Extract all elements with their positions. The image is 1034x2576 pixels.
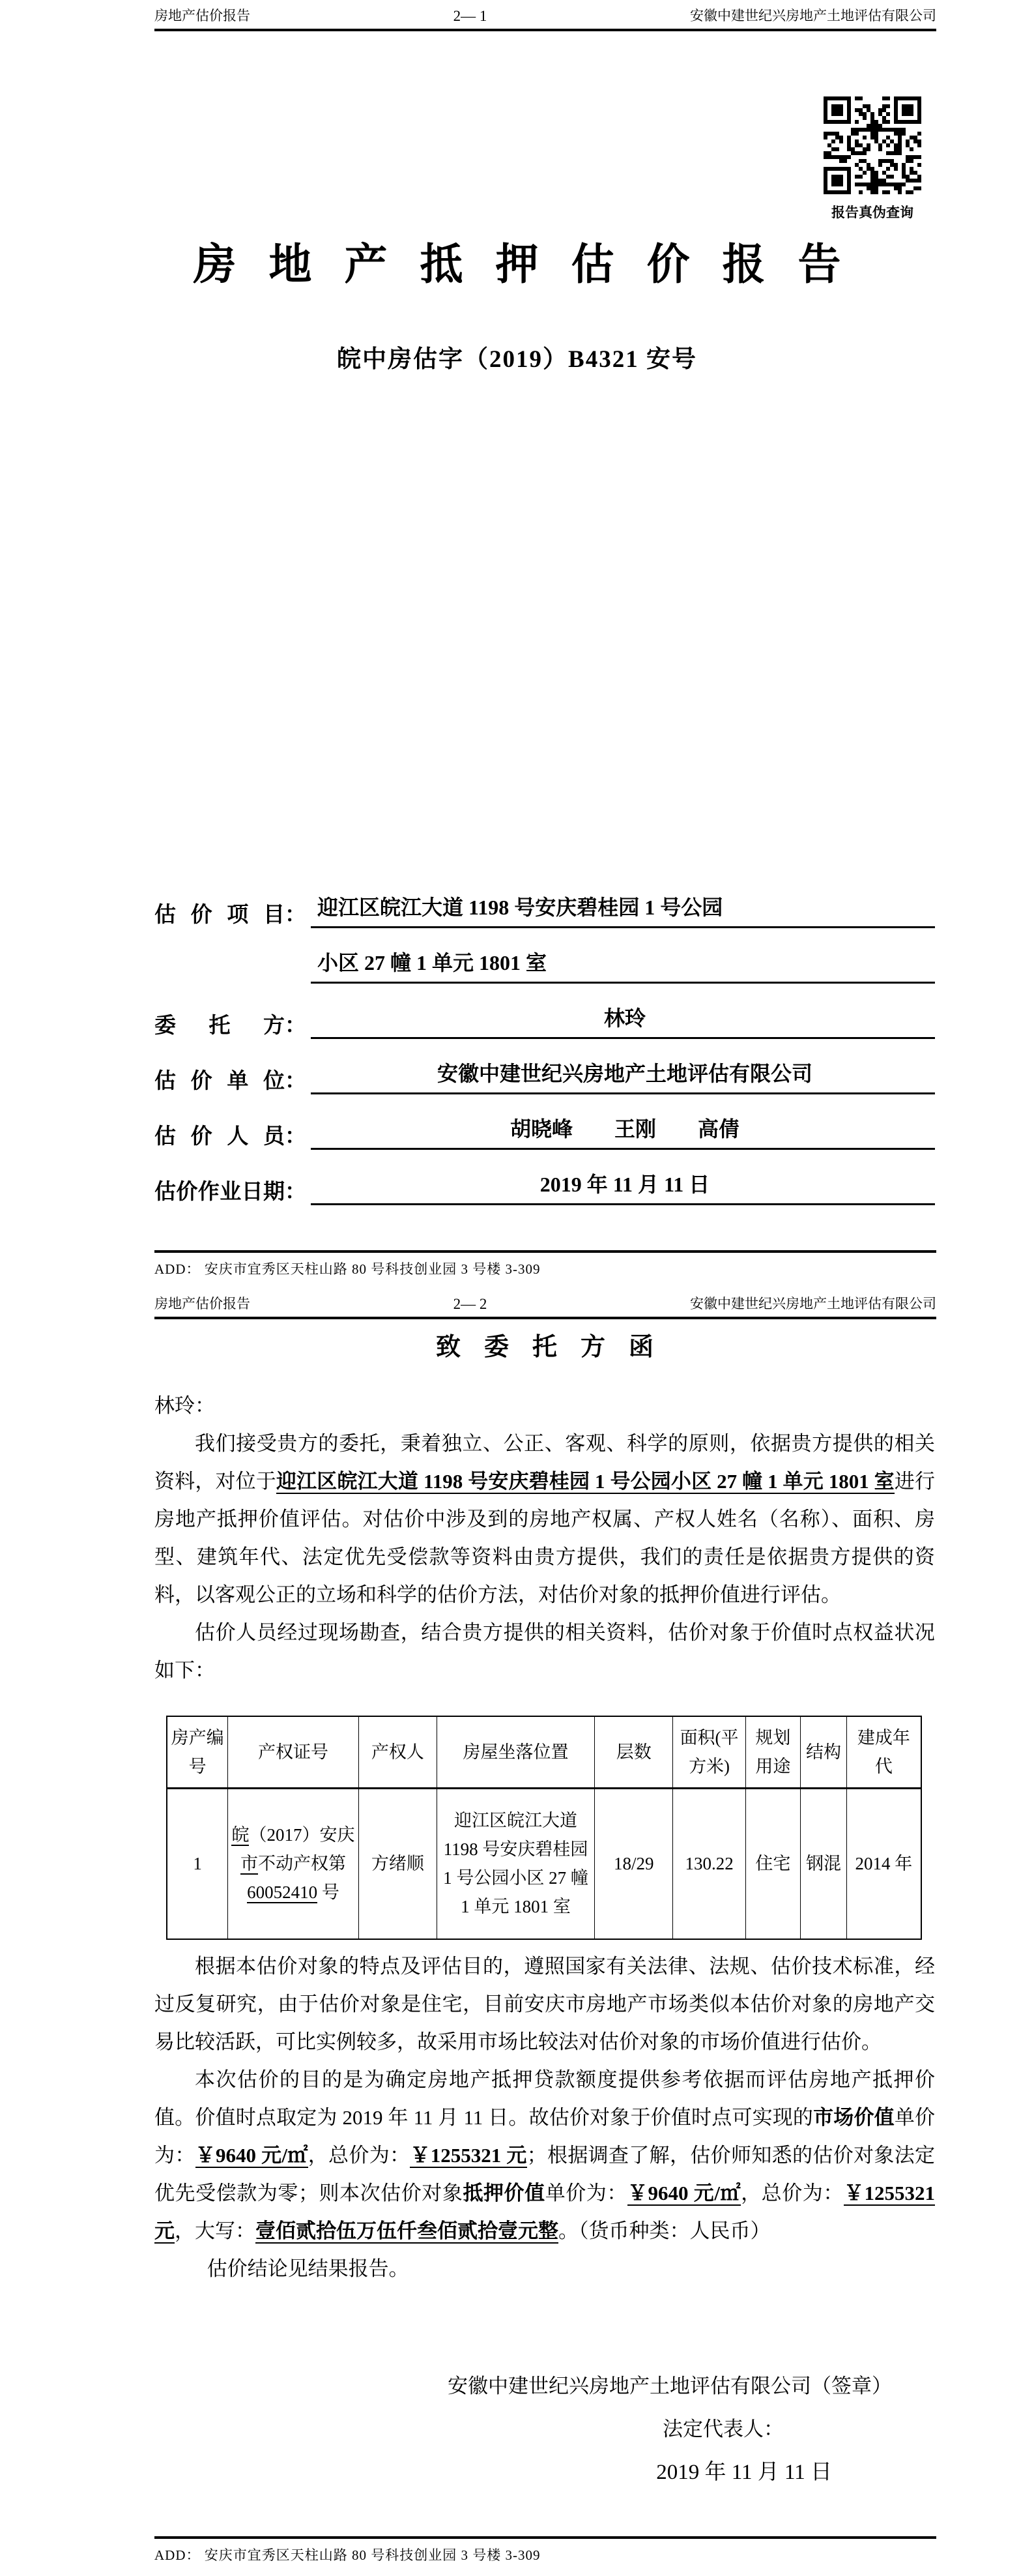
label-colon: ： — [285, 1180, 306, 1204]
col-planned-use: 规划用途 — [745, 1716, 801, 1788]
market-value-term: 市场价值 — [813, 2106, 895, 2129]
qr-caption: 报告真伪查询 — [831, 205, 913, 220]
col-floors: 层数 — [595, 1716, 673, 1788]
field-project-line2 — [311, 946, 935, 984]
col-cert-no: 产权证号 — [228, 1716, 358, 1788]
letter-to-client — [154, 1331, 935, 2494]
page1-footer — [154, 1250, 936, 1278]
cell-floors: 18/29 — [595, 1788, 673, 1939]
col-structure: 结构 — [801, 1716, 847, 1788]
cell-year-built: 2014 年 — [846, 1788, 921, 1939]
signature-representative: 法定代表人： — [663, 2418, 784, 2440]
market-total-price: ￥1255321 元 — [410, 2144, 527, 2167]
cell-planned-use: 住宅 — [745, 1788, 801, 1939]
label-colon: ： — [285, 1125, 306, 1149]
field-client — [154, 1001, 935, 1039]
table-row — [167, 1788, 921, 1939]
cell-owner: 方绪顺 — [358, 1788, 437, 1939]
letter-salutation: 林玲： — [154, 1394, 215, 1417]
qr-block — [823, 96, 922, 222]
label-colon: ： — [285, 903, 306, 927]
cell-area: 130.22 — [673, 1788, 745, 1939]
field-project-value-line1: 迎江区皖江大道 1198 号安庆碧桂园 1 号公园 — [311, 891, 935, 928]
col-area: 面积(平方米) — [673, 1716, 745, 1788]
field-work-date-value: 2019 年 11 月 11 日 — [311, 1168, 935, 1205]
mortgage-total-price: ￥1255321 元 — [154, 2182, 935, 2242]
report-title: 房地产抵押估价报告 — [193, 241, 874, 289]
col-location: 房屋坐落位置 — [437, 1716, 595, 1788]
letter-paragraph-1: 我们接受贵方的委托，秉着独立、公正、客观、科学的原则，依据贵方提供的相关资料，对位于迎江区皖江大道 1198 号安庆碧桂园 1 号公园小区 27 幢 1 单元 1801 室进行房地产抵押价值评估。对估价中涉及到的房地产权属、产权人姓名（名称）、面积、房型、建筑年代、法定优先受偿款等资料由贵方提供，我们的责任是依据贵方提供的资料，以客观公正的立场和科学的估价方法，对估价对象的抵押价值进行评估。 — [154, 1432, 936, 1606]
cell-location: 迎江区皖江大道 1198 号安庆碧桂园 1 号公园小区 27 幢 1 单元 1801 室 — [437, 1788, 595, 1939]
letter-paragraph-2: 估价人员经过现场勘查，结合贵方提供的相关资料，估价对象于价值时点权益状况如下： — [154, 1621, 935, 1682]
label-colon: ： — [285, 1014, 306, 1038]
running-header-company: 安徽中建世纪兴房地产土地评估有限公司 — [690, 8, 936, 23]
field-work-date-label: 估价作业日期 — [154, 1180, 285, 1204]
letter-title: 致委托方函 — [435, 1334, 677, 1361]
report-number: 皖中房估字（2019）B4321 安号 — [337, 346, 697, 373]
page2-footer-address: ADD： 安庆市宜秀区天柱山路 80 号科技创业园 3 号楼 3-309 — [154, 2547, 541, 2563]
field-staff — [154, 1112, 935, 1150]
col-owner: 产权人 — [358, 1716, 437, 1788]
page2-footer — [154, 2536, 936, 2564]
table-header-row — [167, 1716, 921, 1788]
mortgage-value-term: 抵押价值 — [463, 2182, 545, 2204]
page2-page-number: 2— 2 — [453, 1296, 487, 1312]
qr-code — [824, 96, 921, 194]
page1-page-number: 2— 1 — [453, 8, 487, 24]
field-agency — [154, 1057, 935, 1094]
field-project-label: 估价项目 — [154, 903, 285, 927]
running-header-company: 安徽中建世纪兴房地产土地评估有限公司 — [690, 1296, 936, 1311]
letter-paragraph-5: 估价结论见结果报告。 — [207, 2257, 409, 2280]
subject-address: 迎江区皖江大道 1198 号安庆碧桂园 1 号公园小区 27 幢 1 单元 1801 室 — [276, 1470, 895, 1493]
page1-footer-address: ADD： 安庆市宜秀区天柱山路 80 号科技创业园 3 号楼 3-309 — [154, 1261, 541, 1277]
cell-cert-no: 皖（2017）安庆市不动产权第 60052410 号 — [228, 1788, 358, 1939]
signature-date: 2019 年 11 月 11 日 — [656, 2461, 832, 2484]
market-unit-price: ￥9640 元/㎡ — [195, 2144, 308, 2167]
amount-in-words: 壹佰贰拾伍万伍仟叁佰贰拾壹元整 — [255, 2219, 558, 2242]
signature-company: 安徽中建世纪兴房地产土地评估有限公司（签章） — [448, 2375, 892, 2397]
field-staff-value: 胡晓峰 王刚 高倩 — [311, 1113, 935, 1150]
cover-form — [154, 890, 935, 1223]
field-work-date — [154, 1167, 935, 1205]
letter-paragraph-4: 本次估价的目的是为确定房地产抵押贷款额度提供参考依据而评估房地产抵押价值。价值时点取定为 2019 年 11 月 11 日。故估价对象于价值时点可实现的市场价值单价为：￥9640 元/㎡，总价为：￥1255321 元；根据调查了解，估价师知悉的估价对象法定优先受偿款为零；则本次估价对象抵押价值单价为：￥9640 元/㎡，总价为：￥1255321 元，大写：壹佰贰拾伍万伍仟叁佰贰拾壹元整。（货币种类：人民币） — [154, 2068, 936, 2242]
mortgage-unit-price: ￥9640 元/㎡ — [627, 2182, 741, 2204]
field-client-value: 林玲 — [311, 1002, 935, 1039]
field-staff-label: 估价人员 — [154, 1125, 285, 1149]
signature-block — [154, 2365, 935, 2494]
label-colon: ： — [285, 1070, 306, 1093]
field-agency-label: 估价单位 — [154, 1070, 285, 1093]
page1-running-header — [154, 5, 936, 31]
field-client-label: 委托方 — [154, 1014, 285, 1038]
cell-property-no: 1 — [167, 1788, 228, 1939]
cell-structure: 钢混 — [801, 1788, 847, 1939]
col-year-built: 建成年代 — [846, 1716, 921, 1788]
field-project-value-line2: 小区 27 幢 1 单元 1801 室 — [311, 946, 935, 984]
running-header-doc-type: 房地产估价报告 — [154, 8, 250, 23]
col-property-no: 房产编号 — [167, 1716, 228, 1788]
running-header-doc-type: 房地产估价报告 — [154, 1296, 250, 1311]
page2-running-header — [154, 1293, 936, 1319]
letter-paragraph-3: 根据本估价对象的特点及评估目的，遵照国家有关法律、法规、估价技术标准，经过反复研究，由于估价对象是住宅，目前安庆市房地产市场类似本估价对象的房地产交易比较活跃，可比实例较多，故采用市场比较法对估价对象的市场价值进行估价。 — [154, 1955, 935, 2053]
field-project — [154, 890, 935, 928]
field-agency-value: 安徽中建世纪兴房地产土地评估有限公司 — [311, 1057, 935, 1094]
property-table — [166, 1716, 922, 1940]
